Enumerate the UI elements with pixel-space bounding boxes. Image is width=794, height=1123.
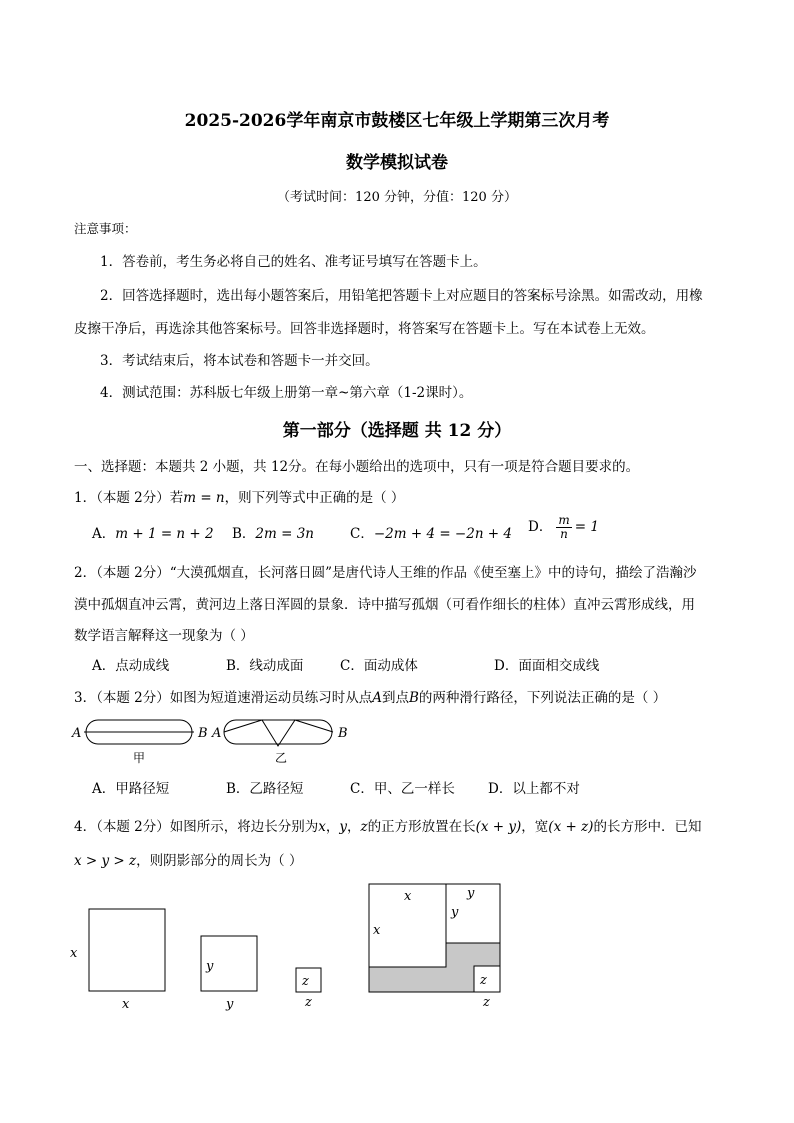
note-item: 皮擦干净后，再选涂其他答案标号。回答非选择题时，将答案写在答题卡上。写在本试卷上无效。 bbox=[74, 321, 655, 337]
rect-z-bottom-label: z bbox=[483, 995, 490, 1010]
note-item: 3．考试结束后，将本试卷和答题卡一并交回。 bbox=[100, 353, 379, 369]
note-item: 2．回答选择题时，选出每小题答案后，用铅笔把答题卡上对应题目的答案标号涂黑。如需改动，用橡 bbox=[100, 288, 703, 304]
q2-option-b: B．线动成面 bbox=[226, 658, 304, 674]
fraction-denominator: n bbox=[560, 527, 568, 541]
fig-label-b1: B bbox=[198, 726, 208, 741]
q3-point-b: B bbox=[408, 690, 419, 706]
option-label: D． bbox=[528, 519, 553, 535]
page-subtitle: 数学模拟试卷 bbox=[346, 153, 448, 173]
rect-z-inner-label: z bbox=[480, 973, 487, 988]
q4-condition: x > y > z bbox=[74, 853, 137, 869]
section-title: 第一部分（选择题 共 12 分） bbox=[282, 421, 512, 441]
q3-option-a: A．甲路径短 bbox=[92, 781, 170, 797]
q4-text: ，则阴影部分的周长为（ ） bbox=[136, 853, 303, 869]
square-x-side-label: x bbox=[70, 946, 78, 961]
square-z-bottom-label: z bbox=[305, 995, 312, 1010]
rect-y-side-label: y bbox=[451, 905, 459, 920]
fig-label-jia: 甲 bbox=[133, 751, 146, 765]
option-math: −2m + 4 = −2n + 4 bbox=[373, 526, 513, 542]
square-y-bottom-label: y bbox=[226, 997, 234, 1012]
note-item: 4．测试范围：苏科版七年级上册第一章~第六章（1-2课时）。 bbox=[100, 385, 473, 401]
notes-heading: 注意事项： bbox=[74, 221, 137, 236]
exam-info: （考试时间：120 分钟，分值：120 分） bbox=[277, 190, 517, 205]
q2-option-a: A．点动成线 bbox=[92, 658, 170, 674]
square-y-inner-label: y bbox=[206, 959, 214, 974]
q3-stem-text: 到点 bbox=[381, 690, 409, 706]
fraction-numerator: m bbox=[558, 513, 570, 527]
q4-text: 的正方形放置在长 bbox=[367, 819, 476, 835]
option-label: C． bbox=[350, 526, 374, 542]
q3-option-d: D．以上都不对 bbox=[488, 781, 580, 797]
rect-x-top-label: x bbox=[404, 889, 412, 904]
q2-option-c: C．面动成体 bbox=[340, 658, 418, 674]
square-z-inner-label: z bbox=[302, 974, 309, 989]
q4-text: 4．（本题 2分）如图所示，将边长分别为 bbox=[74, 819, 319, 835]
q3-stem-text: 3．（本题 2分）如图为短道速滑运动员练习时从点 bbox=[74, 690, 373, 706]
option-math: 2m = 3n bbox=[255, 526, 314, 542]
square-x-bottom-label: x bbox=[122, 997, 130, 1012]
question-2-line: 2．（本题 2分）“大漠孤烟直，长河落日圆”是唐代诗人王维的作品《使至塞上》中的诗句，描绘了浩瀚沙 bbox=[74, 565, 697, 581]
q2-option-d: D．面面相交成线 bbox=[494, 658, 600, 674]
option-label: A． bbox=[92, 526, 116, 542]
fig-label-a2: A bbox=[212, 726, 222, 741]
square-x bbox=[89, 909, 165, 991]
q4-length-expr: (x + y) bbox=[475, 819, 522, 835]
q3-option-b: B．乙路径短 bbox=[226, 781, 304, 797]
q1-math: m = n bbox=[183, 490, 225, 506]
q4-text: ，宽 bbox=[521, 819, 549, 835]
placed-square-z bbox=[474, 966, 500, 992]
option-math: = 1 bbox=[574, 519, 599, 535]
note-item: 1．答卷前，考生务必将自己的姓名、准考证号填写在答题卡上。 bbox=[100, 254, 487, 270]
fig-label-yi: 乙 bbox=[275, 751, 288, 765]
q4-var-x: x bbox=[318, 819, 326, 835]
q4-width-expr: (x + z) bbox=[548, 819, 594, 835]
question-2-line: 漠中孤烟直冲云霄，黄河边上落日浑圆的景象．诗中描写孤烟（可看作细长的柱体）直冲云霄形成线，用 bbox=[74, 597, 695, 613]
rect-x-side-label: x bbox=[373, 923, 381, 938]
q4-var-z: z bbox=[360, 819, 368, 835]
q4-text: ， bbox=[325, 819, 340, 835]
fig-label-b2: B bbox=[338, 726, 348, 741]
q4-text: 的长方形中．已知 bbox=[593, 819, 702, 835]
q4-var-y: y bbox=[339, 819, 347, 835]
question-2-line: 数学语言解释这一现象为（ ） bbox=[74, 628, 254, 644]
q3-stem-text: 的两种滑行路径，下列说法正确的是（ ） bbox=[418, 690, 667, 706]
q1-suffix: ，则下列等式中正确的是（ ） bbox=[224, 490, 405, 506]
page-title: 2025-2026学年南京市鼓楼区七年级上学期第三次月考 bbox=[184, 111, 610, 131]
section-intro: 一、选择题：本题共 2 小题，共 12分。在每小题给出的选项中，只有一项是符合题目要求的。 bbox=[74, 459, 640, 475]
q1-prefix: 1．（本题 2分）若 bbox=[74, 490, 184, 506]
option-label: B． bbox=[232, 526, 256, 542]
option-math: m + 1 = n + 2 bbox=[115, 526, 214, 542]
q3-option-c: C．甲、乙一样长 bbox=[350, 781, 455, 797]
rect-y-top-label: y bbox=[467, 886, 475, 901]
fig-label-a1: A bbox=[72, 726, 82, 741]
q3-point-a: A bbox=[372, 690, 382, 706]
q4-text: ， bbox=[347, 819, 361, 835]
